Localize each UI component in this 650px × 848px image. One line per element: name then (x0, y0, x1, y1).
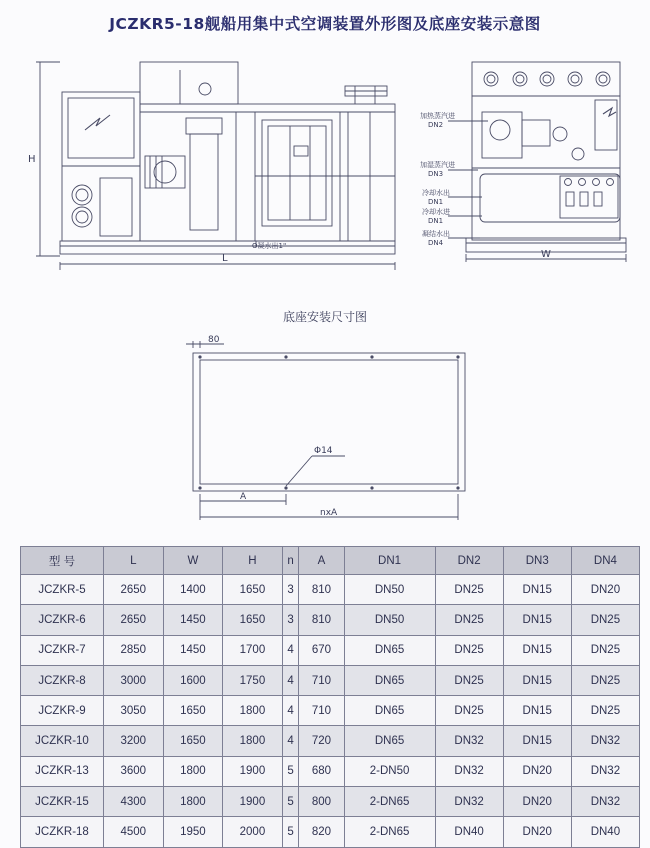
table-row (21, 696, 640, 726)
table-cell: DN25 (435, 665, 503, 695)
table-cell: 2-DN65 (344, 817, 435, 847)
table-cell: DN25 (435, 605, 503, 635)
table-row (21, 605, 640, 635)
table-cell: 1800 (163, 756, 223, 786)
table-cell: 1750 (223, 665, 283, 695)
front-view (36, 62, 395, 270)
side-view (448, 62, 626, 262)
table-cell: 1650 (223, 575, 283, 605)
table-cell: 670 (299, 635, 344, 665)
callout-heating-steam-dn: DN2 (428, 121, 444, 129)
table-row (21, 787, 640, 817)
table-cell: 2650 (104, 575, 164, 605)
table-cell: JCZKR-15 (21, 787, 104, 817)
table-cell: 1700 (223, 635, 283, 665)
table-cell: DN25 (435, 575, 503, 605)
table-cell: DN15 (503, 726, 571, 756)
table-row (21, 756, 640, 786)
table-cell: DN32 (571, 756, 639, 786)
table-cell: DN25 (435, 635, 503, 665)
table-cell: DN20 (571, 575, 639, 605)
callout-cooling-out-dn: DN1 (428, 198, 444, 206)
table-cell: 710 (299, 696, 344, 726)
dim-80-label: 80 (208, 335, 220, 345)
table-cell: JCZKR-18 (21, 817, 104, 847)
table-row (21, 665, 640, 695)
header-a: A (299, 547, 344, 575)
callout-condensate-out-dn: DN4 (428, 239, 444, 247)
table-cell: JCZKR-6 (21, 605, 104, 635)
table-cell: 2850 (104, 635, 164, 665)
table-cell: DN25 (571, 665, 639, 695)
table-cell: DN15 (503, 665, 571, 695)
table-cell: DN15 (503, 635, 571, 665)
table-cell: JCZKR-9 (21, 696, 104, 726)
table-cell: DN50 (344, 575, 435, 605)
table-row (21, 635, 640, 665)
table-cell: DN65 (344, 726, 435, 756)
table-row (21, 575, 640, 605)
header-dn1: DN1 (344, 547, 435, 575)
table-cell: DN65 (344, 635, 435, 665)
header-n: n (282, 547, 299, 575)
table-cell: 1800 (223, 696, 283, 726)
callout-heating-steam: 加热蒸汽进 (420, 112, 455, 120)
table-cell: 5 (282, 817, 299, 847)
table-cell: 1650 (223, 605, 283, 635)
table-cell: 3 (282, 575, 299, 605)
table-cell: 4 (282, 665, 299, 695)
table-cell: 3050 (104, 696, 164, 726)
callout-condensate-out: 凝结水出 (422, 230, 450, 238)
table-cell: 820 (299, 817, 344, 847)
table-cell: 1600 (163, 665, 223, 695)
table-cell: DN15 (503, 575, 571, 605)
table-cell: 1800 (163, 787, 223, 817)
table-cell: 4500 (104, 817, 164, 847)
table-cell: 1800 (223, 726, 283, 756)
base-plan-drawing (186, 341, 465, 520)
document-title: JCZKR5-18舰船用集中式空调装置外形图及底座安装示意图 (109, 15, 541, 33)
header-dn3: DN3 (503, 547, 571, 575)
dim-a-label: A (240, 492, 247, 502)
table-cell: 1950 (163, 817, 223, 847)
callout-cooling-out: 冷却水出 (422, 189, 450, 197)
table-cell: 2000 (223, 817, 283, 847)
table-cell: 5 (282, 756, 299, 786)
table-cell: JCZKR-7 (21, 635, 104, 665)
bolt-holes (198, 355, 459, 489)
dim-hole-label: Φ14 (314, 446, 333, 456)
table-cell: DN40 (435, 817, 503, 847)
header-dn2: DN2 (435, 547, 503, 575)
table-cell: 710 (299, 665, 344, 695)
table-cell: DN40 (571, 817, 639, 847)
drain-label: O凝水出1" (252, 242, 287, 250)
header-model: 型 号 (21, 547, 104, 575)
table-cell: 4 (282, 635, 299, 665)
table-cell: 1650 (163, 726, 223, 756)
table-cell: DN32 (435, 787, 503, 817)
dim-l-label: L (222, 253, 228, 264)
table-cell: 1900 (223, 787, 283, 817)
table-cell: 680 (299, 756, 344, 786)
table-cell: DN65 (344, 696, 435, 726)
table-cell: JCZKR-13 (21, 756, 104, 786)
table-cell: 1900 (223, 756, 283, 786)
table-cell: 3200 (104, 726, 164, 756)
table-cell: DN20 (503, 756, 571, 786)
header-l: L (104, 547, 164, 575)
table-cell: DN50 (344, 605, 435, 635)
table-cell: JCZKR-5 (21, 575, 104, 605)
table-cell: 810 (299, 575, 344, 605)
table-cell: 3 (282, 605, 299, 635)
table-cell: 4 (282, 696, 299, 726)
table-cell: 2-DN50 (344, 756, 435, 786)
table-cell: 4300 (104, 787, 164, 817)
table-cell: DN32 (435, 726, 503, 756)
callout-humidify-steam: 加湿蒸汽进 (420, 161, 455, 169)
table-body (21, 575, 640, 848)
table-header-row (21, 547, 640, 575)
callout-humidify-steam-dn: DN3 (428, 170, 444, 178)
table-row (21, 817, 640, 847)
table-cell: 1450 (163, 605, 223, 635)
table-cell: JCZKR-10 (21, 726, 104, 756)
table-cell: 5 (282, 787, 299, 817)
header-h: H (223, 547, 283, 575)
base-plan-title: 底座安装尺寸图 (282, 310, 367, 324)
table-cell: 2650 (104, 605, 164, 635)
table-cell: DN32 (571, 726, 639, 756)
spec-table (20, 546, 640, 848)
callout-cooling-in: 冷却水进 (422, 208, 450, 216)
header-w: W (163, 547, 223, 575)
header-dn4: DN4 (571, 547, 639, 575)
table-cell: 810 (299, 605, 344, 635)
dim-h-label: H (28, 154, 36, 165)
table-cell: DN65 (344, 665, 435, 695)
table-cell: 720 (299, 726, 344, 756)
table-cell: DN25 (571, 696, 639, 726)
table-cell: 3000 (104, 665, 164, 695)
table-cell: 1400 (163, 575, 223, 605)
table-cell: 800 (299, 787, 344, 817)
table-cell: DN32 (571, 787, 639, 817)
table-cell: 2-DN65 (344, 787, 435, 817)
table-cell: 4 (282, 726, 299, 756)
dim-w-label: W (541, 249, 551, 260)
table-cell: DN25 (571, 605, 639, 635)
table-cell: DN32 (435, 756, 503, 786)
table-cell: DN20 (503, 817, 571, 847)
table-cell: DN25 (571, 635, 639, 665)
table-cell: 1450 (163, 635, 223, 665)
table-cell: 1650 (163, 696, 223, 726)
table-cell: DN15 (503, 696, 571, 726)
table-cell: DN25 (435, 696, 503, 726)
table-cell: DN15 (503, 605, 571, 635)
callout-cooling-in-dn: DN1 (428, 217, 444, 225)
dim-nxa-label: nxA (320, 508, 338, 518)
table-cell: 3600 (104, 756, 164, 786)
table-row (21, 726, 640, 756)
table-cell: JCZKR-8 (21, 665, 104, 695)
table-cell: DN20 (503, 787, 571, 817)
